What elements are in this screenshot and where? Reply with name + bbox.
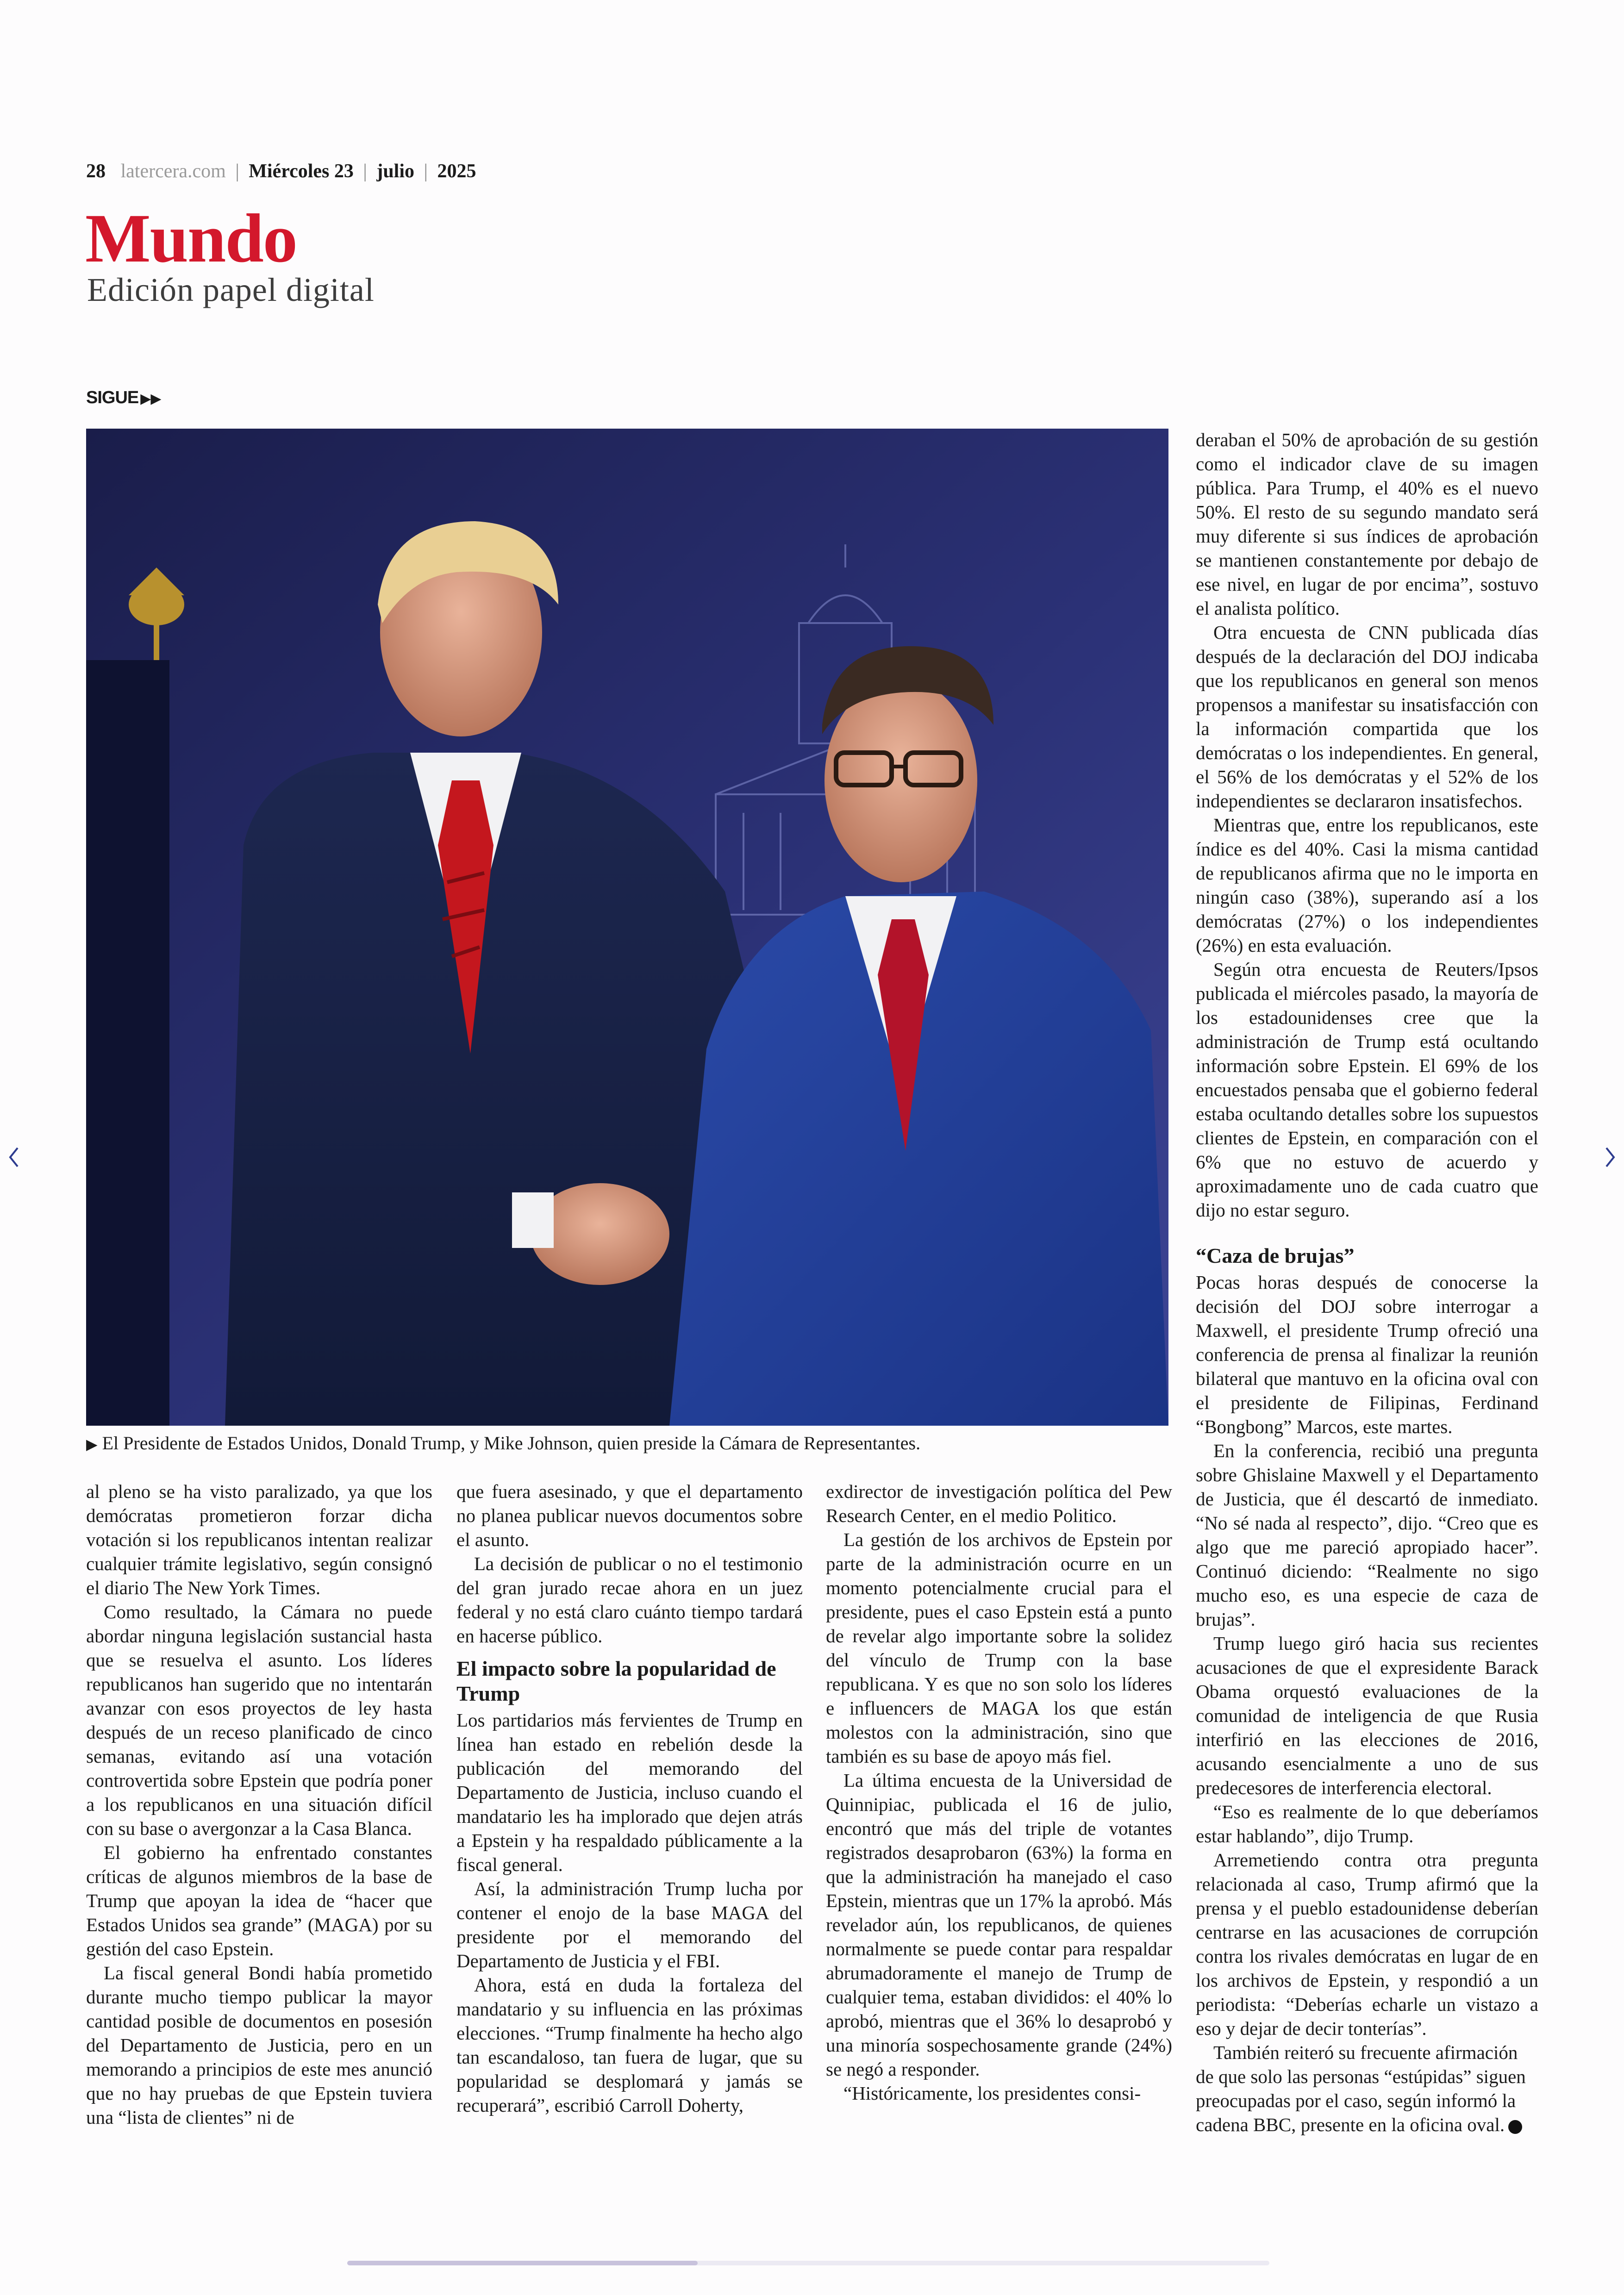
section-title: Mundo bbox=[85, 200, 297, 277]
paragraph: Trump luego giró hacia sus recientes acusaciones de que el expresidente Barack Obama orquestó evaluaciones de la comunidad de inteligencia de que Rusia interfirió en las elecciones de 2016, acusando esencialmente a uno de sus predecesores de interferencia electoral. bbox=[1196, 1633, 1538, 1798]
article-column-3 bbox=[826, 1479, 1172, 2105]
triangle-bullet-icon: ▶ bbox=[86, 1436, 98, 1453]
page-number: 28 bbox=[86, 161, 106, 182]
date-month: julio bbox=[376, 161, 415, 182]
paragraph: Los partidarios más fervientes de Trump en línea han estado en rebelión desde la publicación del memorando del Departamento de Justicia, incluso cuando el mandatario les ha implorado que dejen atrás a Epstein y ha respaldado públicamente a la fiscal general. bbox=[456, 1709, 803, 1875]
photo-illustration bbox=[86, 429, 1168, 1426]
paragraph: El gobierno ha enfrentado constantes críticas de algunos miembros de la base de Trump que apoyan la idea de “hacer que Estados Unidos sea grande” (MAGA) por su gestión del caso Epstein. bbox=[86, 1842, 432, 1959]
paragraph: que fuera asesinado, y que el departamento no planea publicar nuevos documentos sobre el asunto. bbox=[456, 1481, 803, 1550]
article-photo bbox=[86, 429, 1168, 1426]
reading-progress-bar[interactable] bbox=[347, 2261, 1269, 2265]
paragraph: La gestión de los archivos de Epstein por parte de la administración ocurre en un momento potencialmente crucial para el presidente, pues el caso Epstein está a punto de revelar algo importante sobre la solidez del vínculo de Trump con la base republicana. Y es que no son solo los líderes e influencers de MAGA los que están molestos con la administración, sino que también es su base de apoyo más fiel. bbox=[826, 1529, 1172, 1767]
continues-text: SIGUE bbox=[86, 388, 139, 407]
article-column-4 bbox=[1196, 428, 1538, 2137]
paragraph: Pocas horas después de conocerse la decisión del DOJ sobre interrogar a Maxwell, el presidente Trump ofreció una conferencia de prensa al finalizar la reunión bilateral que mantuvo en la oficina oval con el presidente de Filipinas, Ferdinand “Bongbong” Marcos, este martes. bbox=[1196, 1272, 1538, 1437]
paragraph: al pleno se ha visto paralizado, ya que los demócratas prometieron forzar dicha votación si los republicanos intentan realizar cualquier trámite legislativo, según consignó el diario The New York Times. bbox=[86, 1481, 432, 1598]
subheading: “Caza de brujas” bbox=[1196, 1244, 1355, 1267]
previous-page-button[interactable] bbox=[0, 1134, 28, 1180]
paragraph: Así, la administración Trump lucha por contener el enojo de la base MAGA del presidente por el memorando del Departamento de Justicia y el FBI. bbox=[456, 1878, 803, 1971]
page-masthead bbox=[86, 160, 476, 182]
paragraph: “Eso es realmente de lo que deberíamos estar hablando”, dijo Trump. bbox=[1196, 1801, 1538, 1846]
paragraph: Otra encuesta de CNN publicada días después de la declaración del DOJ indicaba que los republicanos en general son menos propensos a manifestar su insatisfacción con la información compartida que los demócratas o los independientes. En general, el 56% de los demócratas y el 52% de los independientes se declararon insatisfechos. bbox=[1196, 622, 1538, 811]
paragraph: La fiscal general Bondi había prometido durante mucho tiempo publicar la mayor cantidad posible de documentos en posesión del Departamento de Justicia, pero en un memorando a principios de este mes anunció que no hay pruebas de que Epstein tuviera una “lista de clientes” ni de bbox=[86, 1962, 432, 2128]
separator: | bbox=[235, 161, 239, 182]
paragraph: Ahora, está en duda la fortaleza del mandatario y su influencia en las próximas elecciones. “Trump finalmente ha hecho algo tan escandaloso, tan fuera de lugar, que su popularidad se desplomará y jamás se recuperará”, escribió Carroll Doherty, bbox=[456, 1974, 803, 2116]
paragraph: La decisión de publicar o no el testimonio del gran jurado recae ahora en un juez federal y no está claro cuánto tiempo tardará en hacerse público. bbox=[456, 1553, 803, 1646]
date-year: 2025 bbox=[437, 161, 476, 182]
paragraph: deraban el 50% de aprobación de su gestión como el indicador clave de su imagen pública. Para Trump, el 40% es el nuevo 50%. El resto de su segundo mandato será muy diferente si sus índices de aprobación se mantienen constantemente por debajo de ese nivel, en lugar de por encima”, sostuvo el analista político. bbox=[1196, 429, 1538, 619]
subheading: El impacto sobre la popularidad de Trump bbox=[456, 1657, 776, 1705]
site-name: latercera.com bbox=[120, 161, 226, 182]
paragraph: Como resultado, la Cámara no puede abordar ninguna legislación sustancial hasta que se resuelva el asunto. Los líderes republicanos han sugerido que no intentarán avanzar con esos proyectos de ley hasta después de un receso planificado de cinco semanas, evitando así una votación controvertida sobre Epstein que podría poner a los republicanos en una situación difícil con su base o avergonzar a la Casa Blanca. bbox=[86, 1601, 432, 1839]
separator: | bbox=[363, 161, 367, 182]
edition-subtitle: Edición papel digital bbox=[87, 271, 375, 308]
continues-label bbox=[86, 388, 161, 408]
caption-text: El Presidente de Estados Unidos, Donald Trump, y Mike Johnson, quien preside la Cámara de Representantes. bbox=[102, 1433, 921, 1453]
photo-caption bbox=[86, 1432, 920, 1454]
article-column-2 bbox=[456, 1479, 803, 2117]
paragraph: exdirector de investigación política del Pew Research Center, en el medio Politico. bbox=[826, 1481, 1172, 1526]
paragraph: En la conferencia, recibió una pregunta sobre Ghislaine Maxwell y el Departamento de Justicia, que él descartó de inmediato. “No sé nada al respecto”, dijo. “Creo que es algo que me pareció apropiado hacer”. Continuó diciendo: “Realmente no sigo mucho eso, es una especie de caza de brujas”. bbox=[1196, 1440, 1538, 1630]
article-column-1 bbox=[86, 1479, 432, 2129]
reading-progress-fill bbox=[347, 2261, 698, 2265]
chevron-left-icon bbox=[7, 1146, 20, 1168]
paragraph: Según otra encuesta de Reuters/Ipsos publicada el miércoles pasado, la mayoría de los estadounidenses cree que la administración de Trump está ocultando información sobre Epstein. El 69% de los encuestados pensaba que el gobierno federal estaba ocultando detalles sobre los supuestos clientes de Epstein, en comparación con el 6% que no estuvo de acuerdo y aproximadamente uno de cada cuatro que dijo no estar seguro. bbox=[1196, 959, 1538, 1221]
paragraph-text: También reiteró su frecuente afirmación de que solo las personas “estúpidas” siguen preocupadas por el caso, según informó la cadena BBC, presente en la oficina oval. bbox=[1196, 2042, 1526, 2135]
paragraph: “Históricamente, los presidentes consi- bbox=[843, 2083, 1141, 2104]
separator: | bbox=[424, 161, 428, 182]
chevron-right-icon bbox=[1604, 1146, 1617, 1168]
end-of-article-icon bbox=[1508, 2120, 1522, 2134]
paragraph-final bbox=[1196, 2040, 1538, 2137]
date-day: Miércoles 23 bbox=[249, 161, 354, 182]
next-page-button[interactable] bbox=[1596, 1134, 1624, 1180]
paragraph: La última encuesta de la Universidad de Quinnipiac, publicada el 16 de julio, encontró que más del triple de votantes registrados desaprobaron (63%) la forma en que la administración ha manejado el caso Epstein, mientras que un 17% la aprobó. Más revelador aún, los republicanos, de quienes normalmente se puede contar para respaldar abrumadoramente el manejo de Trump de cualquier tema, estaban divididos: el 40% lo aprobó, mientras que el 36% lo desaprobó y una minoría sospechosamente grande (24%) se negó a responder. bbox=[826, 1770, 1172, 2080]
paragraph: Mientras que, entre los republicanos, este índice es del 40%. Casi la misma cantidad de republicanos afirma que no le importa en ningún caso (38%), superando así a los demócratas (27%) o los independientes (26%) en esta evaluación. bbox=[1196, 814, 1538, 956]
double-arrow-icon: ▶▶ bbox=[140, 391, 161, 406]
paragraph: Arremetiendo contra otra pregunta relacionada al caso, Trump afirmó que la prensa y el pueblo estadounidense deberían centrarse en las acusaciones de corrupción contra los rivales demócratas en lugar de en los archivos de Epstein, y respondió a un periodista: “Deberías echarle un vistazo a eso y dejar de decir tonterías”. bbox=[1196, 1849, 1538, 2039]
